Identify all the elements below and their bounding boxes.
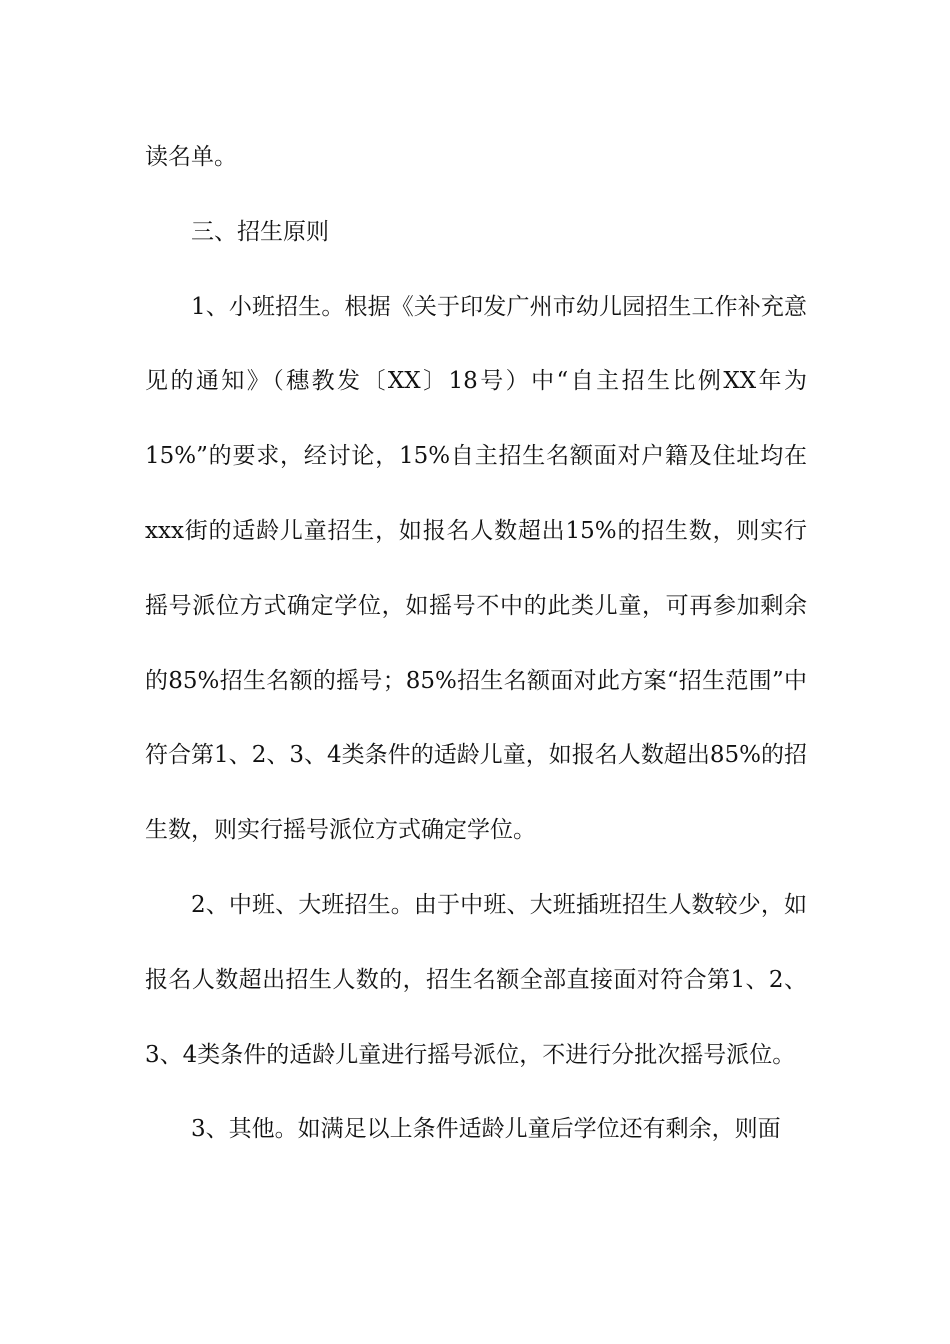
paragraph-other: 3、其他。如满足以上条件适龄儿童后学位还有剩余，则面 [191, 1116, 781, 1143]
document-body [145, 120, 807, 1167]
paragraph-continuation: 读名单。 [145, 144, 237, 170]
section-heading-enrollment-principles: 三、招生原则 [191, 218, 329, 245]
paragraph-middle-large-class-enrollment: 2、中班、大班招生。由于中班、大班插班招生人数较少，如报名人数超出招生人数的，招生名额全部直接面对符合第1、2、3、4类条件的适龄儿童进行摇号派位，不进行分批次摇号派位。 [145, 891, 807, 1068]
paragraph-small-class-enrollment: 1、小班招生。根据《关于印发广州市幼儿园招生工作补充意见的通知》（穗教发〔XX〕18号）中“自主招生比例XX年为15%”的要求，经讨论，15%自主招生名额面对户籍及住址均在xxx街的适龄儿童招生，如报名人数超出15%的招生数，则实行摇号派位方式确定学位，如摇号不中的此类儿童，可再参加剩余的85%招生名额的摇号；85%招生名额面对此方案“招生范围”中符合第1、2、3、4类条件的适龄儿童，如报名人数超出85%的招生数，则实行摇号派位方式确定学位。 [145, 293, 807, 844]
